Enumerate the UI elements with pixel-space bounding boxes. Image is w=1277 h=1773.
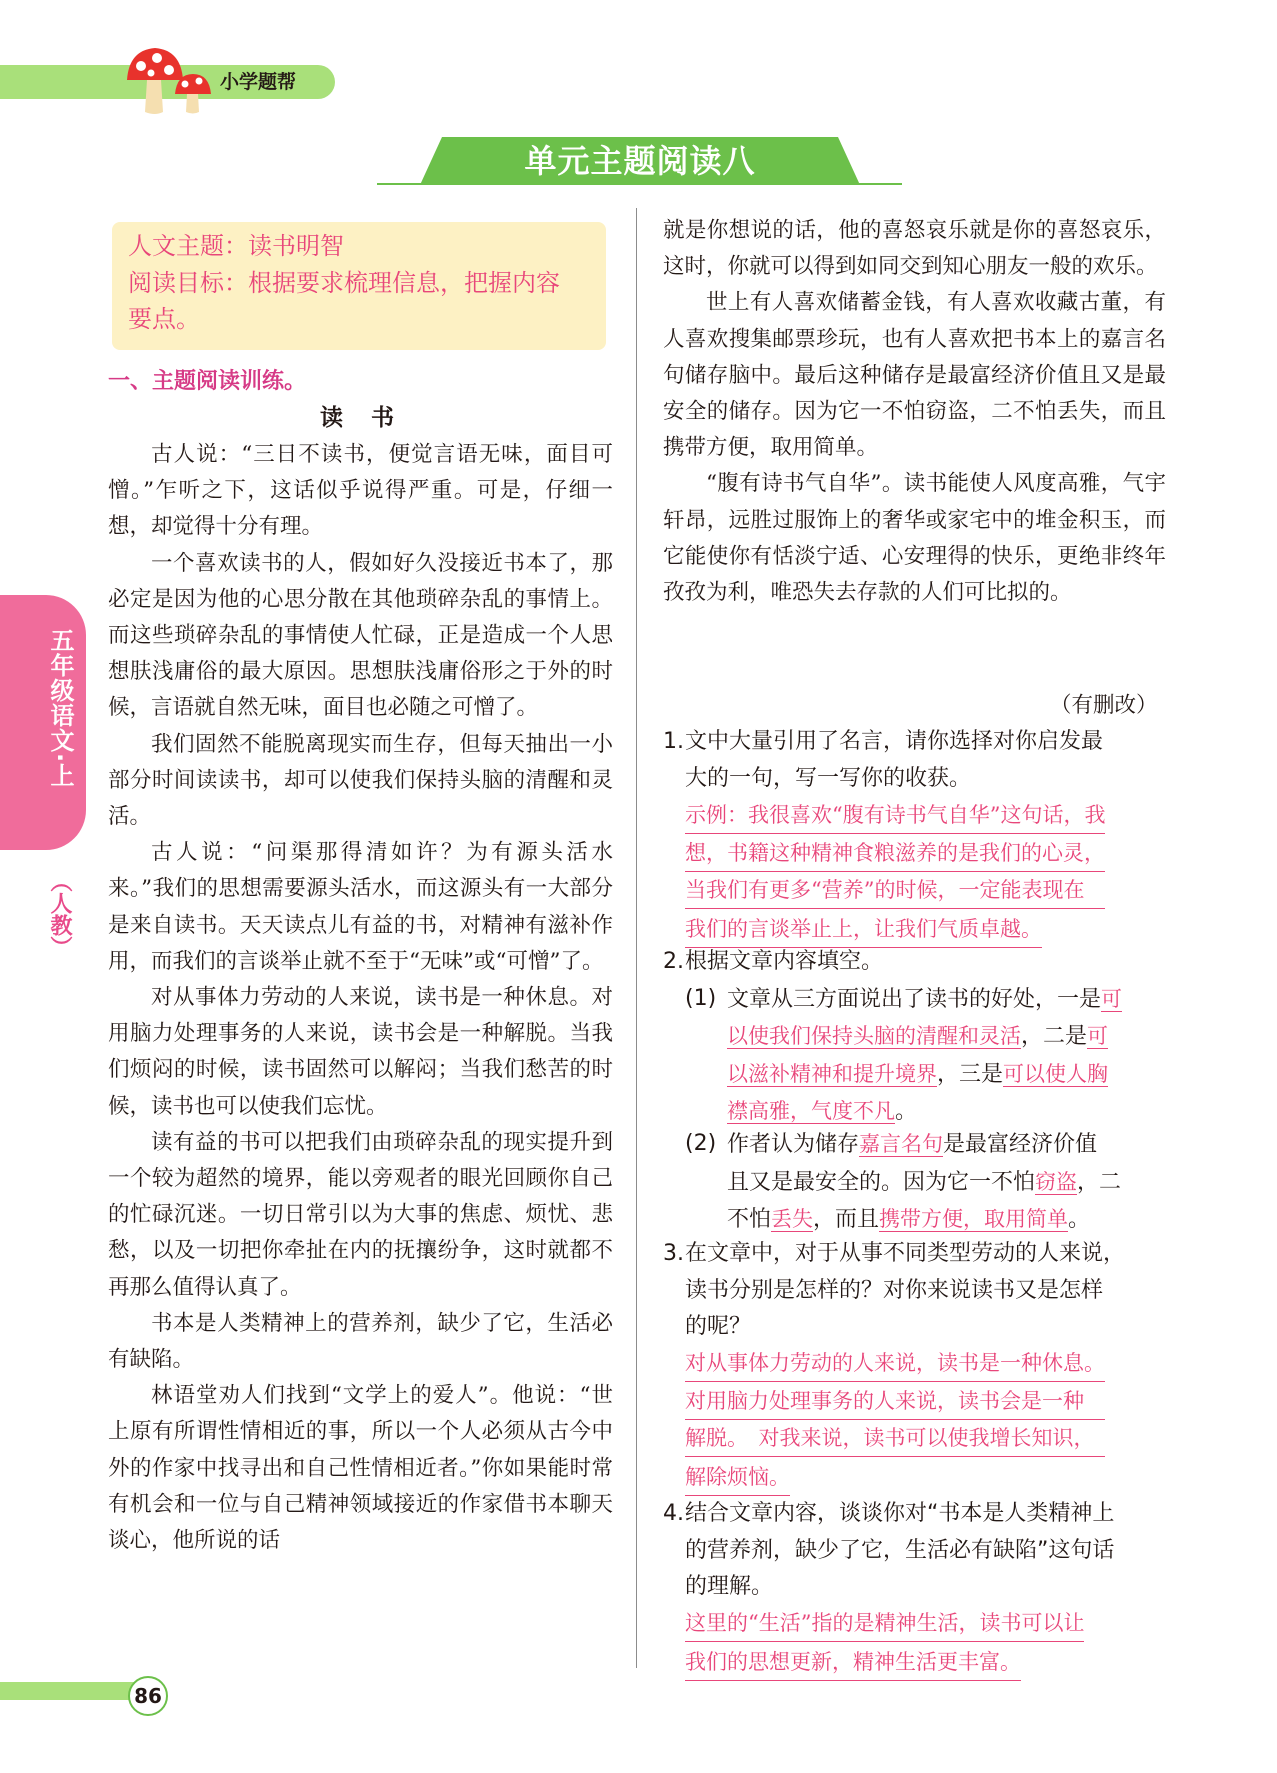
- sub-question-label: (2): [685, 1131, 717, 1156]
- question-text: 文中大量引用了名言，请你选择对你启发最: [685, 729, 1104, 754]
- question-text: 根据文章内容填空。: [685, 949, 884, 974]
- question-text: ，而且: [813, 1207, 880, 1232]
- answer-line: 对用脑力处理事务的人来说，读书会是一种: [685, 1384, 1105, 1420]
- question-text: 结合文章内容，谈谈你对“书本是人类精神上: [685, 1501, 1115, 1526]
- question-text: 不怕: [727, 1207, 772, 1232]
- sub-question-2: [727, 1126, 1187, 1239]
- question-number: 2.: [663, 949, 684, 974]
- brand-name: 小学题帮: [220, 71, 297, 93]
- theme-topic: 人文主题：读书明智: [128, 232, 344, 260]
- article-paragraph: 书本是人类精神上的营养剂，缺少了它，生活必有缺陷。: [108, 1310, 613, 1373]
- question-text: 大的一句，写一写你的收获。: [685, 765, 972, 791]
- question-text: ，二是: [1021, 1024, 1088, 1049]
- article-title: 读 书: [320, 405, 405, 431]
- article-paragraph: 我们固然不能脱离现实而生存，但每天抽出一小部分时间读读书，却可以使我们保持头脑的清醒和灵活。: [108, 731, 613, 830]
- theme-goal: 阅读目标：根据要求梳理信息，把握内容: [128, 269, 560, 297]
- article-paragraph: “腹有诗书气自华”。读书能使人风度高雅，气宇轩昂，远胜过服饰上的奢华或家宅中的堆金积玉，而它能使你有恬淡宁适、心安理得的快乐，更绝非终年孜孜为利，唯恐失去存款的人们可比拟的。: [663, 471, 1166, 606]
- sub-question-1: [727, 981, 1187, 1131]
- mushroom-logo-icon: [125, 44, 220, 116]
- fill-answer: 襟高雅，气度不凡: [727, 1099, 895, 1123]
- article-paragraph: 对从事体力劳动的人来说，读书是一种休息。对用脑力处理事务的人来说，读书会是一种解脱。当我们烦闷的时候，读书固然可以解闷；当我们愁苦的时候，读书也可以使我们忘忧。: [108, 985, 613, 1119]
- fill-answer: 携带方便，取用简单: [879, 1207, 1069, 1231]
- answer-line: 这里的“生活”指的是精神生活，读书可以让: [685, 1606, 1084, 1642]
- question-text: 是最富经济价值: [943, 1132, 1098, 1157]
- source-note: （有删改）: [1050, 693, 1158, 718]
- question-text: 且又是最安全的。因为它一不怕: [727, 1169, 1036, 1195]
- answer-line: 解脱。 对我来说，读书可以使我增长知识，: [685, 1421, 1105, 1457]
- question-text: 作者认为储存: [727, 1132, 860, 1157]
- article-right-column: [663, 213, 1166, 611]
- article-paragraph: 一个喜欢读书的人，假如好久没接近书本了，那必定是因为他的心思分散在其他琐碎杂乱的事情上。而这些琐碎杂乱的事情使人忙碌，正是造成一个人思想肤浅庸俗的最大原因。思想肤浅庸俗形之于外的时候，言语就自然无味，面目也必随之可憎了。: [108, 550, 613, 721]
- question-text: 。: [895, 1099, 918, 1124]
- question-text: 读书分别是怎样的？对你来说读书又是怎样: [685, 1277, 1104, 1303]
- fill-answer: 丢失: [771, 1207, 814, 1231]
- question-1: [663, 724, 1173, 944]
- answer-line: 我们的思想更新，精神生活更丰富。: [685, 1645, 1021, 1681]
- article-paragraph: 就是你想说的话，他的喜怒哀乐就是你的喜怒哀乐，这时，你就可以得到如同交到知心朋友一般的欢乐。: [663, 218, 1166, 280]
- section-heading: 一、主题阅读训练。: [108, 369, 307, 394]
- article-paragraph: 读有益的书可以把我们由琐碎杂乱的现实提升到一个较为超然的境界，能以旁观者的眼光回顾你自己的忙碌沉迷。一切日常引以为大事的焦虑、烦忧、悲愁，以及一切把你牵扯在内的抚攘纷争，这时就都不再那么值得认真了。: [108, 1129, 613, 1300]
- question-text: ，二: [1077, 1169, 1122, 1195]
- fill-answer: 可: [1101, 986, 1123, 1011]
- answer-block: [685, 798, 1105, 949]
- side-grade-label: 五年级语文·上: [46, 628, 74, 789]
- question-4: [663, 1496, 1173, 1686]
- answer-line: 想，书籍这种精神食粮滋养的是我们的心灵，: [685, 836, 1105, 872]
- question-number: 3.: [663, 1241, 684, 1266]
- side-edition-label: （人教）: [47, 870, 72, 958]
- article-paragraph: 世上有人喜欢储蓄金钱，有人喜欢收藏古董，有人喜欢搜集邮票珍玩，也有人喜欢把书本上的嘉言名句储存脑中。最后这种储存是最富经济价值且又是最安全的储存。因为它一不怕窃盗，二不怕丢失，而且携带方便，取用简单。: [663, 290, 1166, 461]
- fill-answer: 嘉言名句: [859, 1132, 944, 1156]
- fill-answer: 窃盗: [1035, 1169, 1078, 1194]
- sub-question-label: (1): [685, 985, 717, 1011]
- question-text: 的营养剂，缺少了它，生活必有缺陷”这句话: [685, 1537, 1115, 1563]
- answer-line: 对从事体力劳动的人来说，读书是一种休息。: [685, 1346, 1105, 1382]
- question-text: 的理解。: [685, 1574, 774, 1599]
- question-text: 。: [1068, 1207, 1091, 1232]
- fill-answer: 可: [1087, 1024, 1109, 1048]
- article-paragraph: 林语堂劝人们找到“文学上的爱人”。他说：“世上原有所谓性情相近的事，所以一个人必须从古今中外的作家中找寻出和自己性情相近者。”你如果能时常有机会和一位与自己精神领域接近的作家借书本聊天谈心，他所说的话: [108, 1383, 613, 1554]
- question-number: 4.: [663, 1501, 684, 1526]
- fill-answer: 以使我们保持头脑的清醒和灵活: [727, 1024, 1021, 1048]
- fill-answer: 以滋补精神和提升境界: [727, 1061, 937, 1086]
- question-text: 在文章中，对于从事不同类型劳动的人来说，: [685, 1241, 1126, 1266]
- page-number: 86: [128, 1676, 168, 1716]
- theme-goal-cont: 要点。: [128, 305, 200, 333]
- article-left-column: [108, 437, 613, 1559]
- question-text: 文章从三方面说出了读书的好处，一是: [727, 986, 1102, 1012]
- question-text: ，三是: [937, 1061, 1004, 1087]
- question-3: [663, 1236, 1173, 1498]
- article-paragraph: 古人说：“三日不读书，便觉言语无味，面目可憎。”乍听之下，这话似乎说得严重。可是，仔细一想，却觉得十分有理。: [108, 442, 613, 540]
- answer-line: 当我们有更多“营养”的时候，一定能表现在: [685, 873, 1105, 909]
- column-divider: [636, 208, 637, 1668]
- answer-line: 我们的言谈举止上，让我们气质卓越。: [685, 912, 1042, 948]
- article-paragraph: 古人说：“问渠那得清如许？为有源头活水来。”我们的思想需要源头活水，而这源头有一大部分是来自读书。天天读点儿有益的书，对精神有滋补作用，而我们的言谈举止就不至于“无味”或“可憎”了。: [108, 840, 613, 974]
- answer-line: 示例：我很喜欢“腹有诗书气自华”这句话，我: [685, 798, 1105, 834]
- answer-block: [685, 1346, 1105, 1497]
- question-2: [663, 944, 1173, 1234]
- question-number: 1.: [663, 729, 684, 754]
- answer-line: 解除烦恼。: [685, 1460, 790, 1496]
- question-text: 的呢？: [685, 1314, 752, 1339]
- unit-title: 单元主题阅读八: [524, 142, 756, 180]
- fill-answer: 可以使人胸: [1003, 1061, 1109, 1086]
- answer-block: [685, 1606, 1084, 1682]
